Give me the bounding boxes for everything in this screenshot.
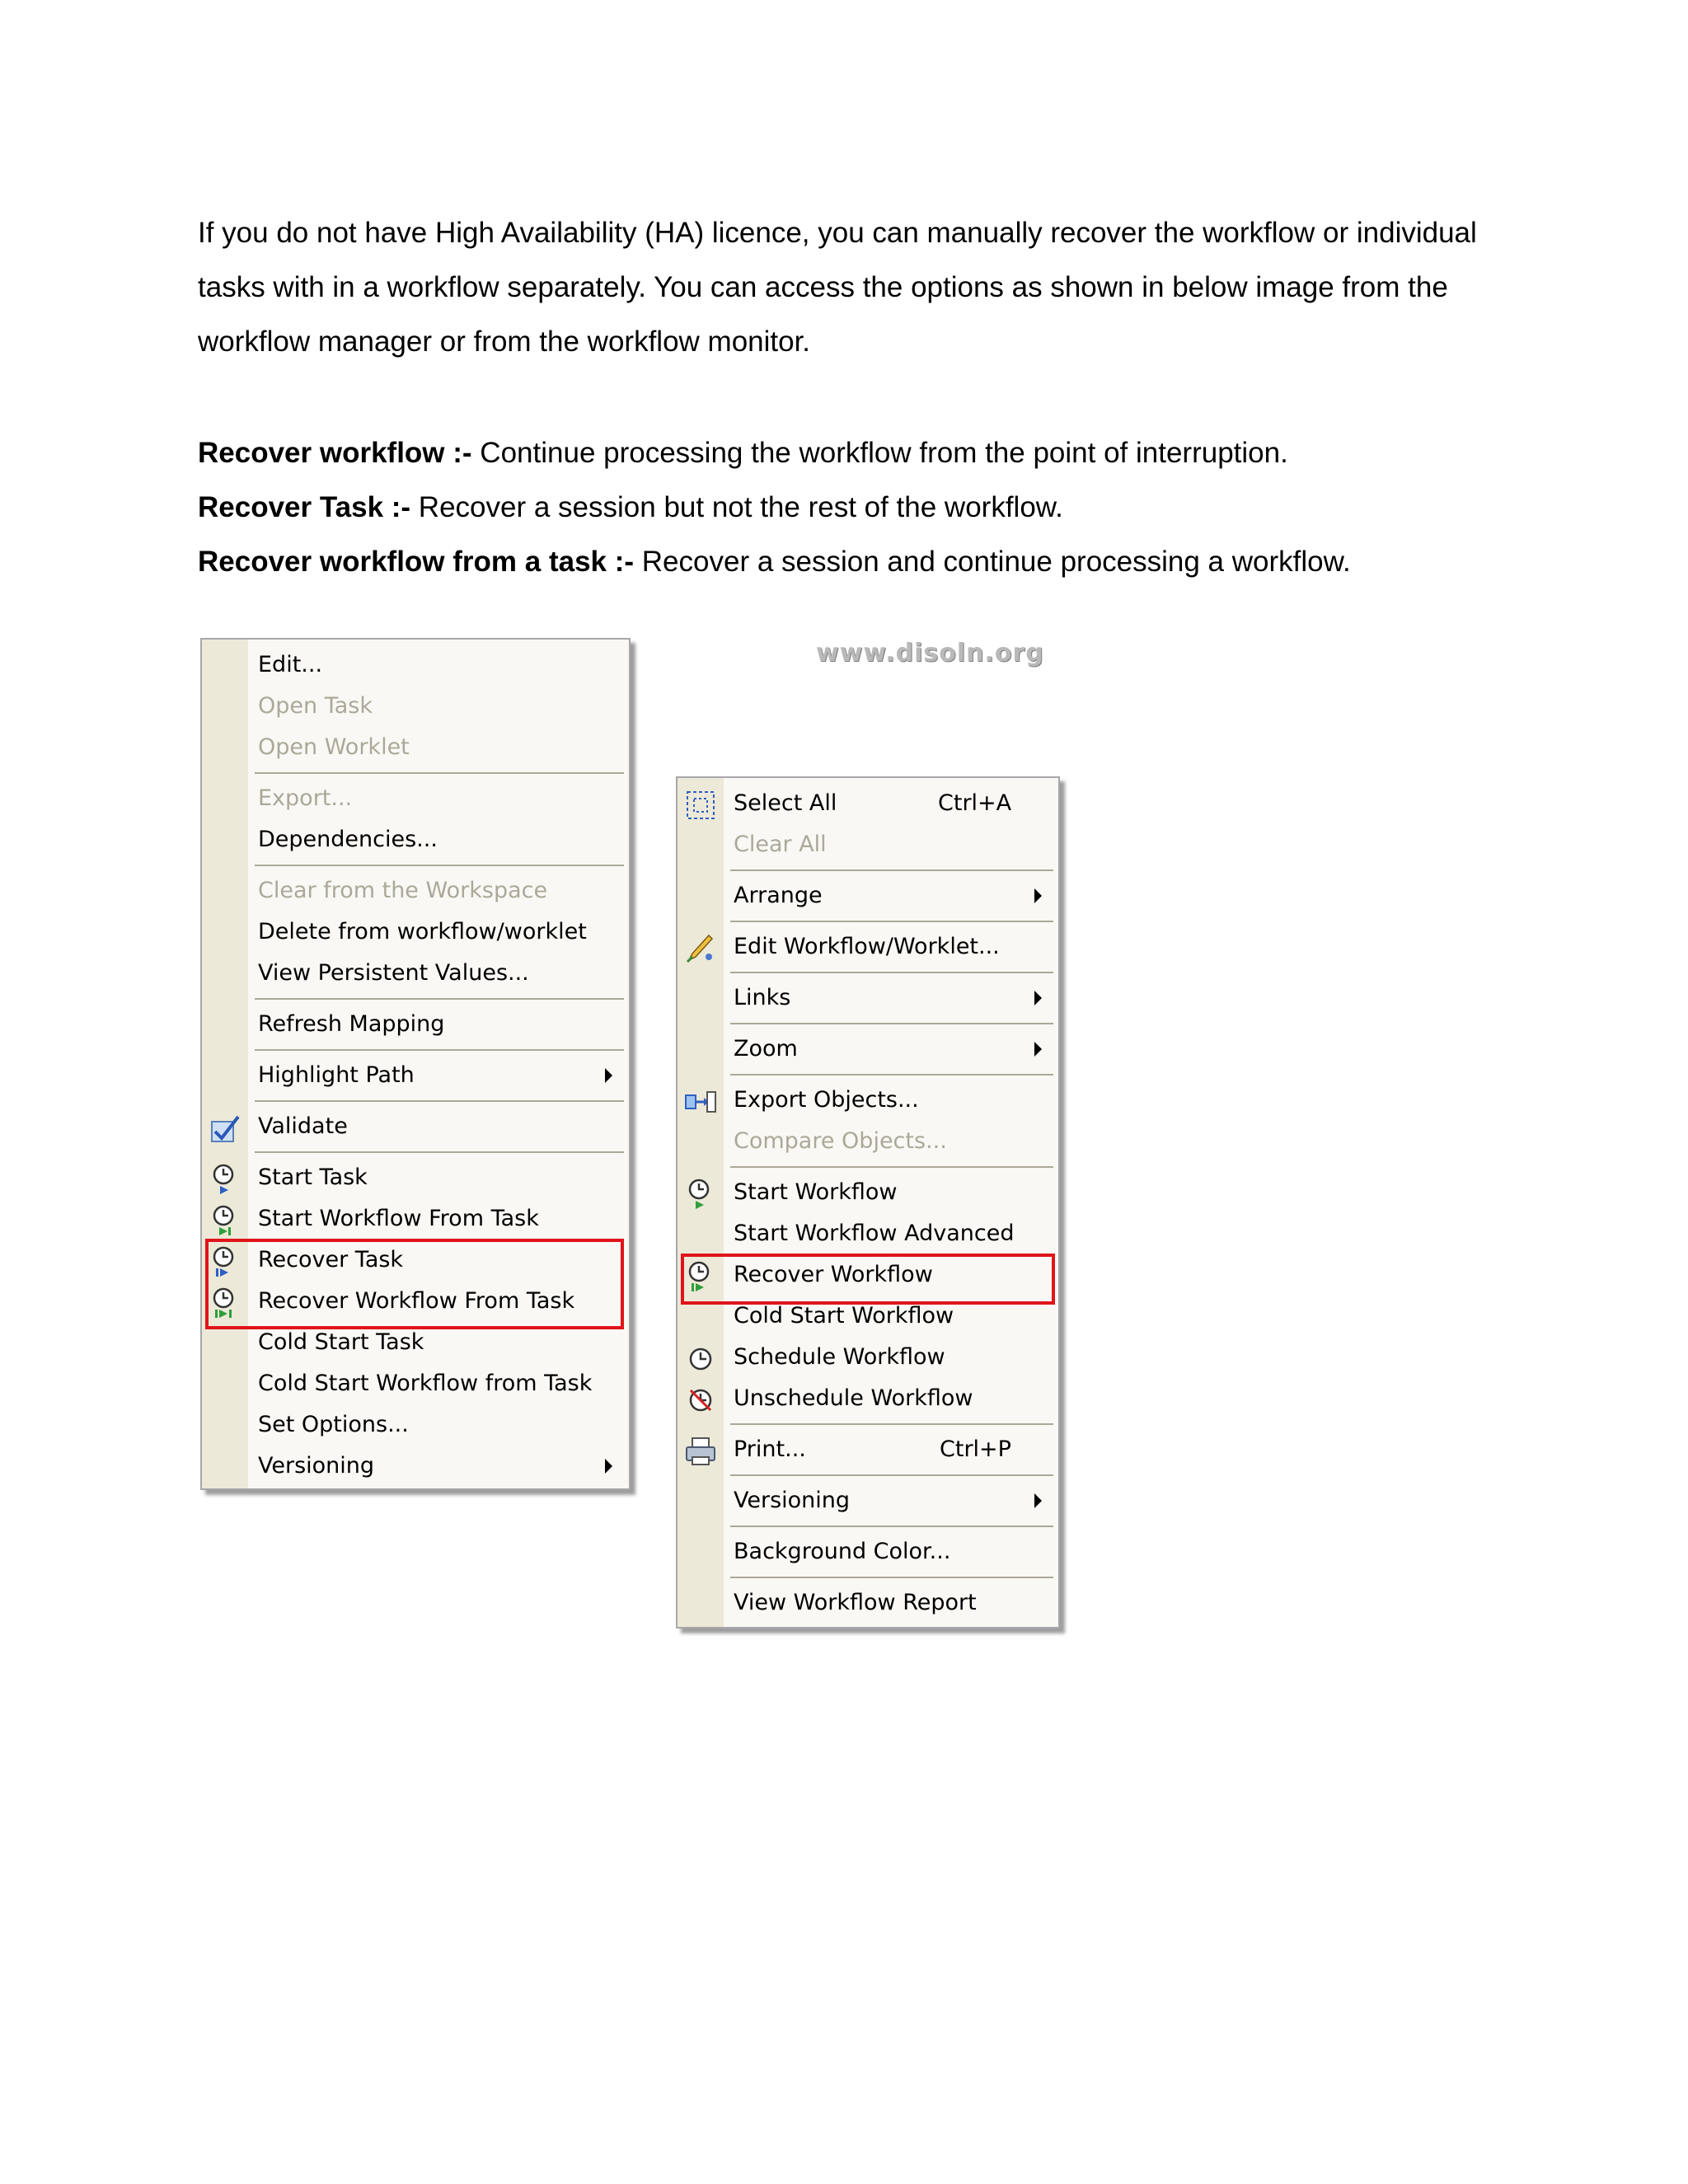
menu-item-label: Print...	[734, 1436, 806, 1462]
menu-item-label: Recover Task	[258, 1247, 404, 1272]
menu-item-versioning[interactable]	[202, 1446, 629, 1488]
menu-item-label: Set Options...	[258, 1412, 409, 1437]
start-task-icon	[209, 1163, 241, 1196]
menu-item-label: View Workflow Report	[734, 1590, 977, 1615]
export-objects-icon	[684, 1085, 717, 1118]
submenu-arrow-icon	[1034, 1493, 1042, 1508]
edit-workflow-icon	[684, 932, 717, 965]
menu-item-label: Clear All	[734, 832, 827, 857]
workflow-context-menu	[676, 776, 1060, 1629]
menu-separator	[255, 772, 624, 774]
menu-item-export-objects[interactable]	[678, 1080, 1058, 1122]
menu-item-shortcut: Ctrl+P	[940, 1436, 1011, 1462]
menu-separator	[730, 1166, 1053, 1168]
menu-item-label: Open Task	[258, 693, 373, 719]
definition-text: Recover a session and continue processing a workflow.	[634, 546, 1351, 578]
menu-item-label: Compare Objects...	[734, 1128, 947, 1154]
menu-item-links[interactable]	[678, 978, 1058, 1019]
start-workflow-icon	[684, 1178, 717, 1211]
menu-separator	[730, 1474, 1053, 1476]
menu-item-dependencies[interactable]	[202, 820, 629, 861]
definition-text: Continue processing the workflow from the point of interruption.	[471, 437, 1288, 469]
menu-item-label: Validate	[258, 1113, 348, 1139]
menu-item-edit[interactable]	[202, 645, 629, 687]
print-icon	[684, 1435, 717, 1468]
menu-item-start-task[interactable]	[202, 1158, 629, 1199]
menu-item-label: Schedule Workflow	[734, 1344, 945, 1370]
watermark: www.disoln.org	[816, 639, 1044, 668]
menu-item-label: Delete from workflow/worklet	[258, 919, 587, 944]
menu-separator	[730, 1526, 1053, 1527]
schedule-workflow-icon	[684, 1343, 717, 1376]
menu-separator	[730, 972, 1053, 973]
menu-item-label: Edit Workflow/Worklet...	[734, 934, 1000, 959]
menu-item-schedule-workflow[interactable]	[678, 1338, 1058, 1379]
intro-line-1: If you do not have High Availability (HA) licence, you can manually recover the workflow or individual	[198, 217, 1477, 249]
task-context-menu	[200, 638, 631, 1490]
definition-term: Recover workflow :-	[198, 437, 472, 469]
menu-separator	[730, 869, 1053, 871]
menu-item-label: Dependencies...	[258, 827, 438, 852]
menu-item-versioning[interactable]	[678, 1481, 1058, 1522]
menu-item-label: Zoom	[734, 1036, 798, 1062]
menu-item-export	[202, 779, 629, 820]
start-workflow-from-task-icon	[209, 1204, 241, 1237]
menu-item-label: Open Worklet	[258, 734, 410, 760]
menu-item-open-task	[202, 687, 629, 728]
menu-item-print[interactable]	[678, 1430, 1058, 1471]
definition-recover-task	[198, 491, 1063, 524]
menu-separator	[730, 921, 1053, 922]
menu-item-label: Refresh Mapping	[258, 1011, 445, 1037]
menu-item-label: Select All	[734, 790, 837, 816]
menu-item-label: Cold Start Workflow from Task	[258, 1371, 593, 1396]
menu-separator	[730, 1577, 1053, 1578]
menu-item-clear-all	[678, 825, 1058, 866]
menu-item-label: Links	[734, 985, 791, 1010]
menu-item-label: Export Objects...	[734, 1087, 919, 1113]
menu-item-compare-objects	[678, 1122, 1058, 1163]
submenu-arrow-icon	[1034, 991, 1042, 1005]
menu-separator	[255, 1100, 624, 1102]
menu-item-label: Clear from the Workspace	[258, 878, 548, 903]
menu-item-edit-workflow[interactable]	[678, 927, 1058, 968]
menu-item-label: Start Workflow	[734, 1179, 898, 1205]
menu-item-start-workflow[interactable]	[678, 1173, 1058, 1214]
menu-item-shortcut: Ctrl+A	[938, 790, 1012, 816]
menu-item-label: Cold Start Workflow	[734, 1303, 954, 1329]
definition-text: Recover a session but not the rest of the workflow.	[410, 491, 1063, 523]
menu-item-delete-from-workflow[interactable]	[202, 912, 629, 954]
menu-item-view-persistent-values[interactable]	[202, 954, 629, 995]
validate-icon	[209, 1112, 241, 1145]
menu-item-set-options[interactable]	[202, 1405, 629, 1446]
submenu-arrow-icon	[605, 1068, 612, 1083]
menu-item-label: View Persistent Values...	[258, 960, 529, 986]
menu-item-clear-from-workspace	[202, 871, 629, 912]
menu-separator	[255, 1049, 624, 1051]
menu-item-cold-start-workflow-from-task[interactable]	[202, 1364, 629, 1405]
menu-item-zoom[interactable]	[678, 1029, 1058, 1071]
menu-item-refresh-mapping[interactable]	[202, 1005, 629, 1046]
menu-item-select-all[interactable]	[678, 784, 1058, 825]
submenu-arrow-icon	[1034, 888, 1042, 903]
menu-item-background-color[interactable]	[678, 1532, 1058, 1573]
menu-item-label: Start Task	[258, 1165, 368, 1190]
menu-item-label: Start Workflow From Task	[258, 1206, 539, 1231]
menu-item-label: Recover Workflow	[734, 1262, 933, 1287]
menu-item-highlight-path[interactable]	[202, 1056, 629, 1097]
menu-separator	[255, 998, 624, 1000]
highlight-box-recover-workflow	[681, 1254, 1055, 1305]
menu-item-label: Cold Start Task	[258, 1329, 424, 1355]
definition-recover-workflow-from-task	[198, 546, 1351, 579]
definition-recover-workflow	[198, 437, 1288, 470]
menu-item-validate[interactable]	[202, 1107, 629, 1148]
highlight-box-recover-task	[205, 1239, 624, 1329]
menu-separator	[730, 1074, 1053, 1076]
unschedule-workflow-icon	[684, 1384, 717, 1417]
menu-item-arrange[interactable]	[678, 876, 1058, 917]
menu-separator	[730, 1423, 1053, 1425]
menu-item-unschedule-workflow[interactable]	[678, 1379, 1058, 1420]
submenu-arrow-icon	[605, 1459, 612, 1474]
definition-term: Recover workflow from a task :-	[198, 546, 635, 578]
submenu-arrow-icon	[1034, 1042, 1042, 1057]
menu-item-start-workflow-advanced[interactable]	[678, 1214, 1058, 1255]
menu-item-label: Export...	[258, 785, 353, 811]
menu-item-label: Start Workflow Advanced	[734, 1221, 1015, 1246]
menu-item-label: Unschedule Workflow	[734, 1385, 973, 1411]
menu-item-view-workflow-report[interactable]	[678, 1583, 1058, 1624]
intro-line-2: tasks with in a workflow separately. You can access the options as shown in below image from the	[198, 271, 1448, 303]
definition-term: Recover Task :-	[198, 491, 411, 523]
menu-item-start-workflow-from-task[interactable]	[202, 1199, 629, 1240]
menu-separator	[255, 865, 624, 866]
select-all-icon	[684, 789, 717, 822]
menu-separator	[255, 1151, 624, 1153]
menu-item-open-worklet	[202, 728, 629, 769]
menu-item-label: Versioning	[258, 1453, 375, 1479]
menu-item-label: Background Color...	[734, 1539, 951, 1564]
menu-item-label: Versioning	[734, 1488, 851, 1513]
menu-separator	[730, 1023, 1053, 1024]
menu-item-label: Highlight Path	[258, 1062, 415, 1088]
intro-line-3: workflow manager or from the workflow monitor.	[198, 326, 811, 358]
menu-item-label: Edit...	[258, 652, 323, 677]
menu-item-label: Arrange	[734, 883, 823, 908]
menu-item-label: Recover Workflow From Task	[258, 1288, 575, 1314]
